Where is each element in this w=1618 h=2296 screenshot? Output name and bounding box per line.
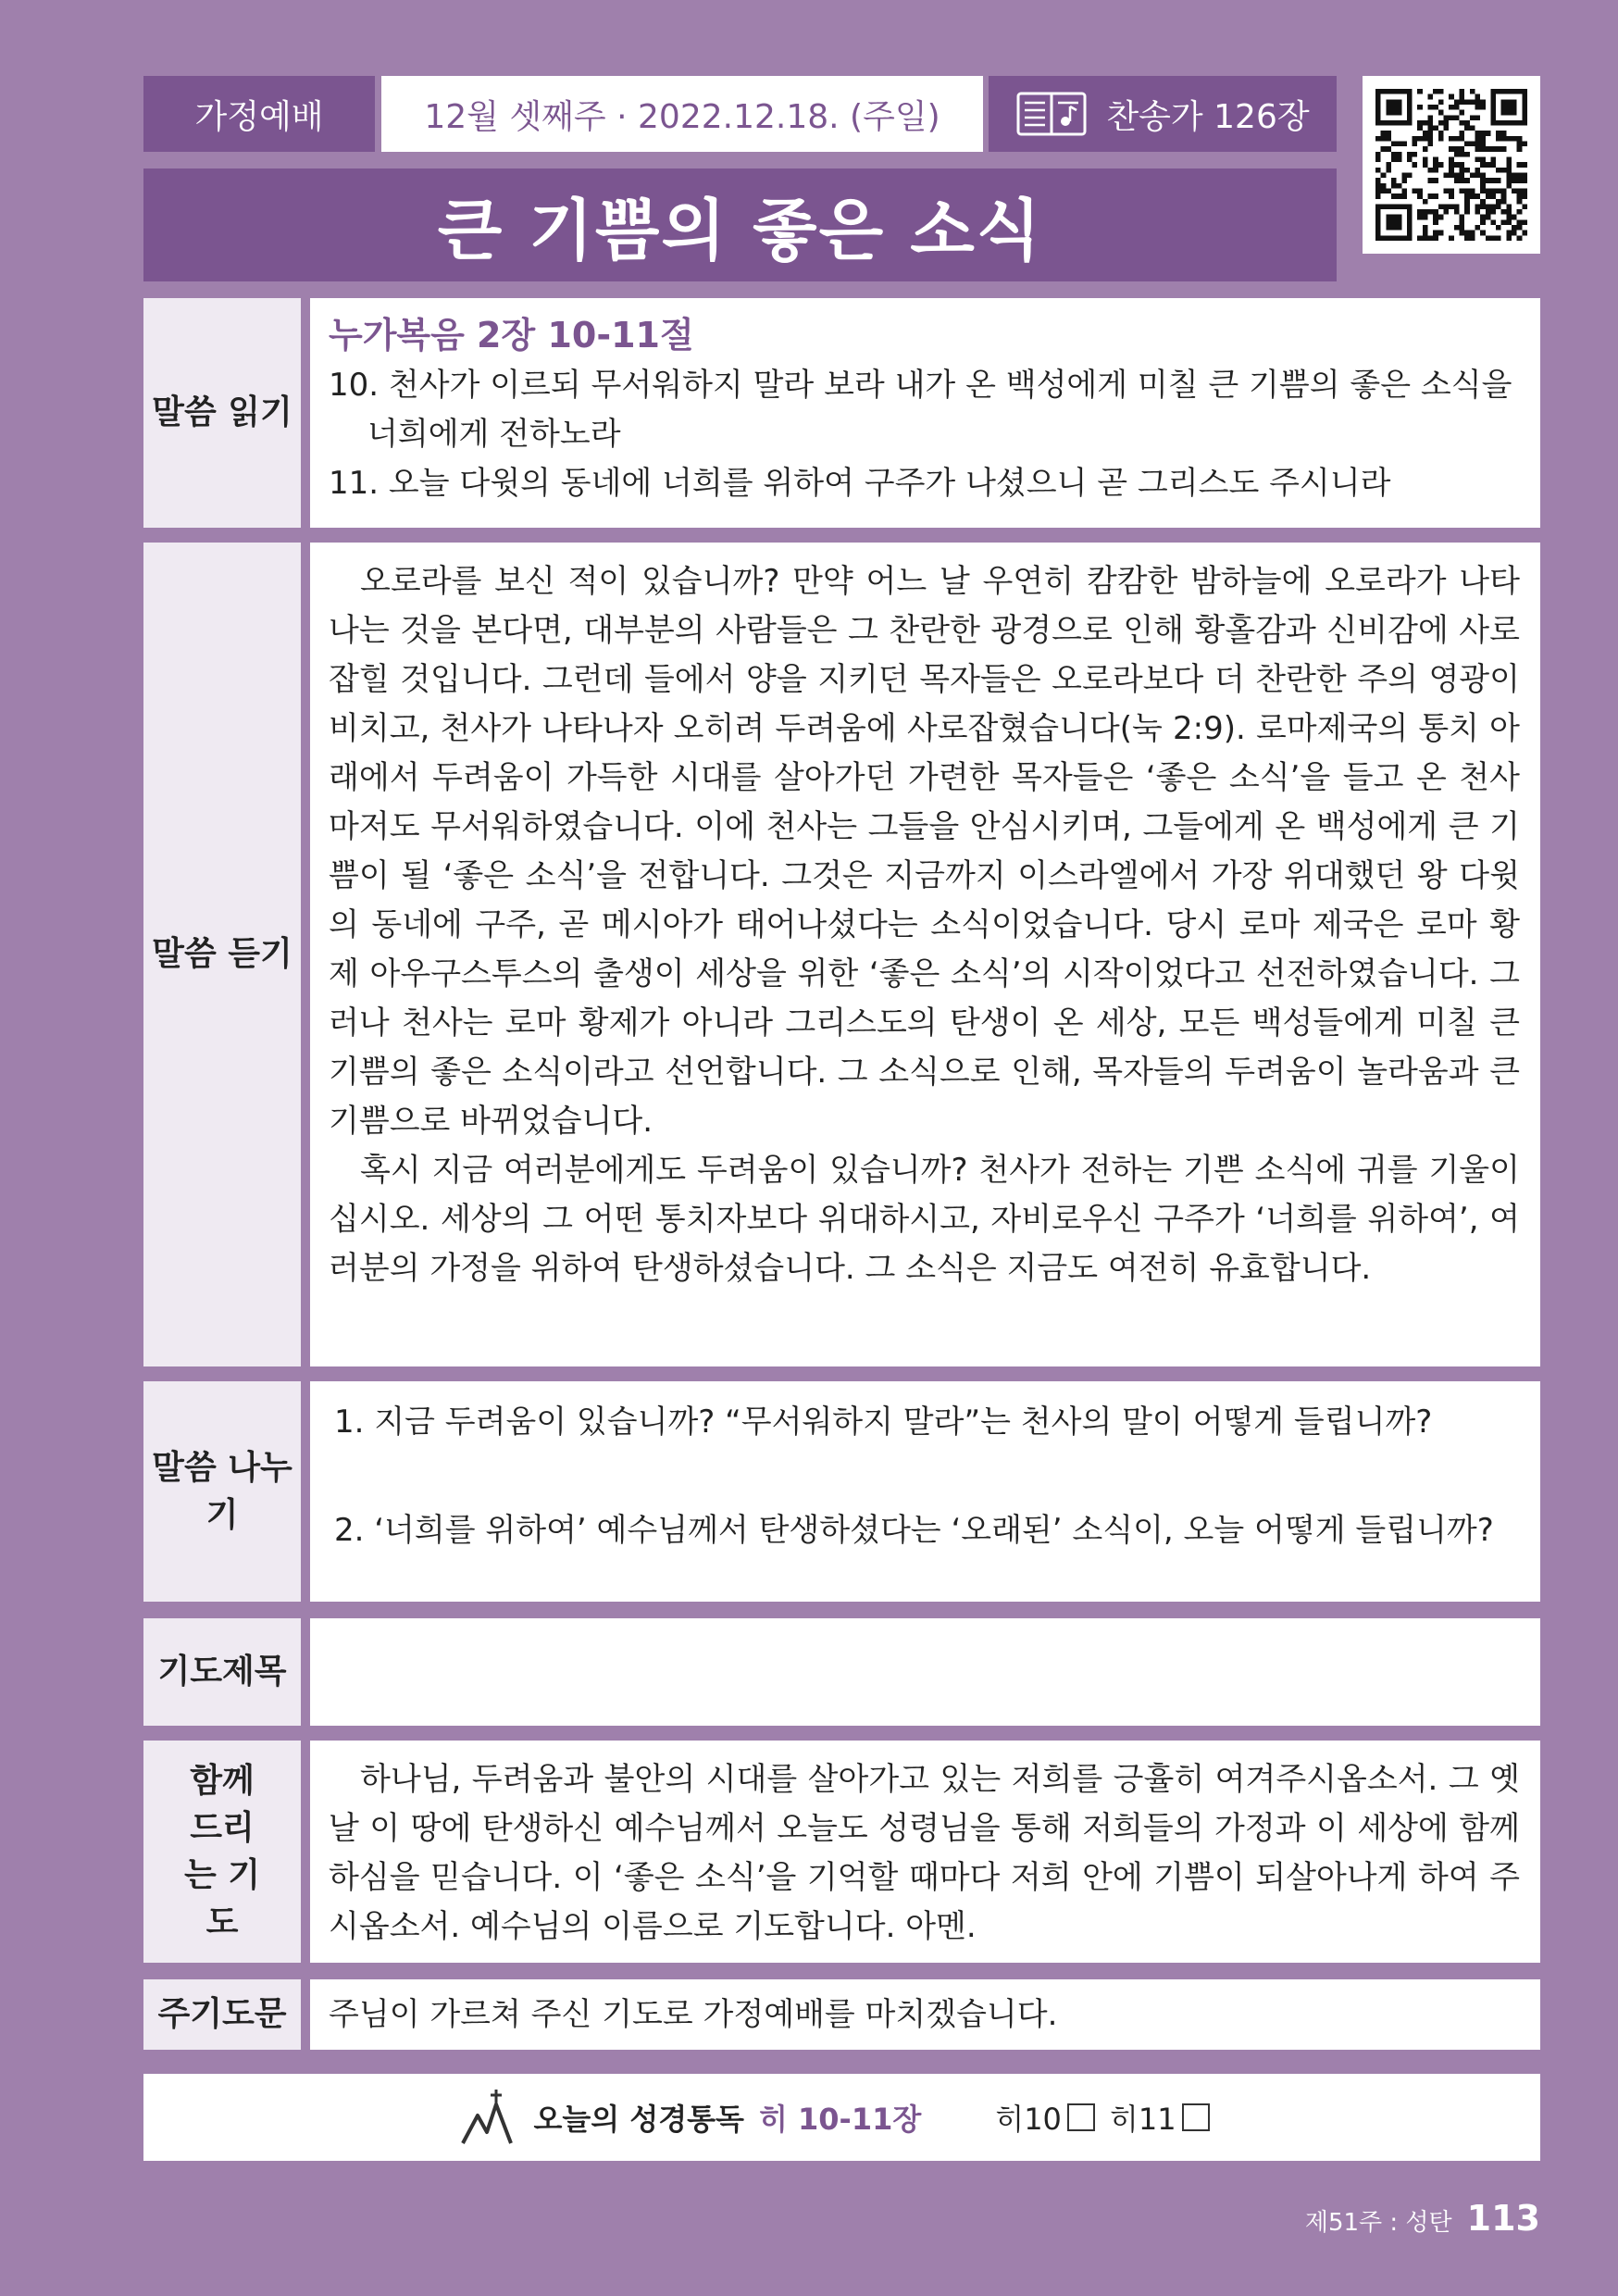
sermon-paragraph: 오로라를 보신 적이 있습니까? 만약 어느 날 우연히 캄캄한 밤하늘에 오로라가 나타나는 것을 본다면, 대부분의 사람들은 그 찬란한 광경으로 인해 황홀감과 신비감에 사로잡힐 것입니다. 그런데 들에서 양을 지키던 목자들은 오로라보다 더 찬란한 주의 영광이 비치고, 천사가 나타나자 오히려 두려움에 사로잡혔습니다(눅 2:9). 로마제국의 통치 아래에서 두려움이 가득한 시대를 살아가던 가련한 목자들은 ‘좋은 소식’을 들고 온 천사마저도 무서워하였습니다. 이에 천사는 그들을 안심시키며, 그들에게 온 백성에게 큰 기쁨이 될 ‘좋은 소식’을 전합니다. 그것은 지금까지 이스라엘에서 가장 위대했던 왕 다윗의 동네에 구주, 곧 메시아가 태어나셨다는 소식이었습니다. 당시 로마 제국은 로마 황제 아우구스투스의 출생이 세상을 위한 ‘좋은 소식’의 시작이었다고 선전하였습니다. 그러나 천사는 로마 황제가 아니라 그리스도의 탄생이 온 세상, 모든 백성들에게 미칠 큰 기쁨의 좋은 소식이라고 선언합니다. 그 소식으로 인해, 목자들의 두려움이 놀라움과 큰 기쁨으로 바뀌었습니다. [329, 563, 1520, 1140]
closing-text: 주님이 가르쳐 주신 기도로 가정예배를 마치겠습니다. [329, 1995, 1058, 2033]
bible-reading-title: 오늘의 성경통독 [533, 2102, 744, 2137]
closing-content [310, 1979, 1540, 2050]
sharing-content [310, 1381, 1540, 1602]
bible-reading-range: 히 10-11장 [758, 2102, 922, 2137]
prayer-label: 함께 드리는 기도 [143, 1741, 301, 1963]
sharing-question: 1. 지금 두려움이 있습니까? “무서워하지 말라”는 천사의 말이 어떻게 들립니까? [334, 1404, 1433, 1441]
sharing-question: 2. ‘너희를 위하여’ 예수님께서 탄생하셨다는 ‘오래된’ 소식이, 오늘 어떻게 들립니까? [334, 1512, 1494, 1549]
prayer-text: 하나님, 두려움과 불안의 시대를 살아가고 있는 저희를 긍휼히 여겨주시옵소서. 그 옛날 이 땅에 탄생하신 예수님께서 오늘도 성령님을 통해 저희들의 가정과 이 세상에 함께 하심을 믿습니다. 이 ‘좋은 소식’을 기억할 때마다 저희 안에 기쁨이 되살아나게 하여 주시옵소서. 예수님의 이름으로 기도합니다. 아멘. [329, 1761, 1520, 1945]
prayer-topic-field[interactable] [310, 1618, 1540, 1726]
hymn-info [989, 76, 1337, 152]
hymn-label: 찬송가 126장 [1106, 97, 1310, 136]
sermon-label: 말씀 듣기 [143, 543, 301, 1366]
reading-label: 말씀 읽기 [143, 298, 301, 528]
week-label: 제51주 : 성탄 [1304, 2209, 1452, 2237]
prayer-content [310, 1741, 1540, 1963]
sermon-paragraph: 혹시 지금 여러분에게도 두려움이 있습니까? 천사가 전하는 기쁜 소식에 귀를 기울이십시오. 세상의 그 어떤 통치자보다 위대하시고, 자비로우신 구주가 ‘너희를 위하여’, 여러분의 가정을 위하여 탄생하셨습니다. 그 소식은 지금도 여전히 유효합니다. [329, 1152, 1520, 1287]
scripture-reference: 누가복음 2장 10-11절 [329, 315, 694, 356]
checkbox-label: 히11 [1109, 2102, 1176, 2137]
closing-label: 주기도문 [143, 1979, 301, 2050]
checkbox-label: 히10 [995, 2102, 1062, 2137]
sharing-label: 말씀 나누기 [143, 1381, 301, 1602]
hymnal-book-icon [1015, 90, 1088, 138]
verse-10: 10. 천사가 이르되 무서워하지 말라 보라 내가 온 백성에게 미칠 큰 기쁨의 좋은 소식을 너희에게 전하노라 [329, 367, 1512, 453]
bible-reading-bar [143, 2074, 1540, 2161]
date-label: 12월 셋째주 · 2022.12.18. (주일) [381, 76, 983, 152]
reading-content [310, 298, 1540, 528]
heb11-checkbox[interactable] [1182, 2103, 1210, 2131]
worship-type-label: 가정예배 [143, 76, 375, 152]
church-reading-icon [459, 2088, 518, 2147]
prayer-topic-label: 기도제목 [143, 1618, 301, 1726]
verse-11: 11. 오늘 다윗의 동네에 너희를 위하여 구주가 나셨으니 곧 그리스도 주시니라 [329, 465, 1391, 502]
page-number: 113 [1466, 2198, 1540, 2239]
heb10-checkbox[interactable] [1067, 2103, 1095, 2131]
sermon-content [310, 543, 1540, 1366]
page-footer [1305, 2198, 1540, 2239]
page-title: 큰 기쁨의 좋은 소식 [143, 168, 1337, 281]
qr-code[interactable] [1363, 76, 1540, 254]
